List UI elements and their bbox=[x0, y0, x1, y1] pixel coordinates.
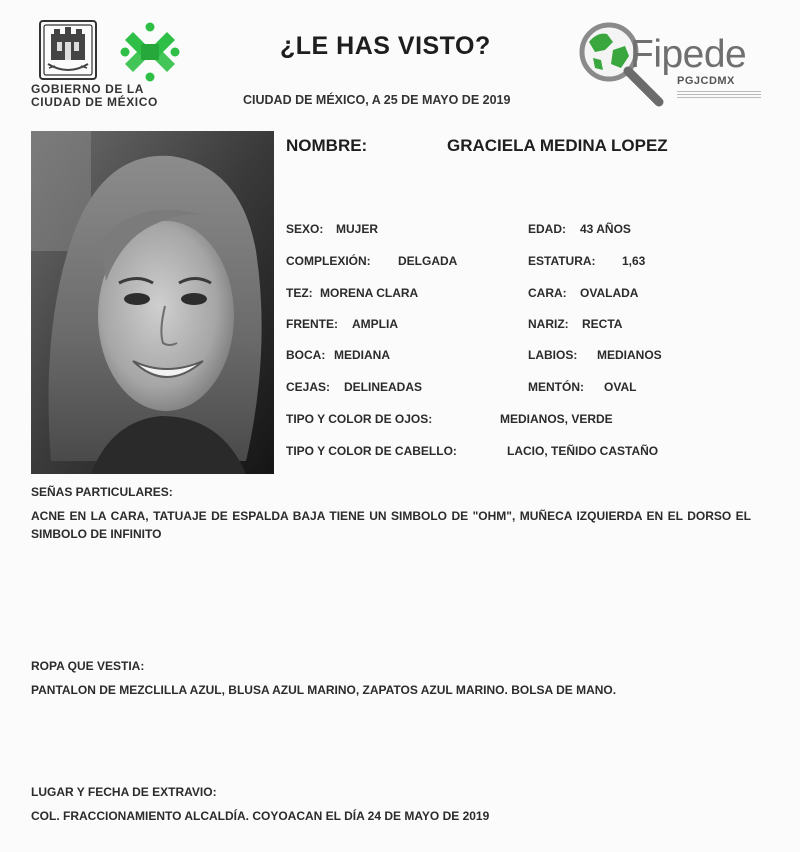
poster-title: ¿LE HAS VISTO? bbox=[280, 32, 491, 60]
nariz-value: RECTA bbox=[582, 317, 623, 331]
cejas-label: CEJAS: bbox=[286, 380, 331, 394]
boca-value: MEDIANA bbox=[334, 348, 390, 362]
fipede-wordmark: Fipede bbox=[630, 33, 747, 76]
cara-value: OVALADA bbox=[580, 286, 639, 300]
frente-label: FRENTE: bbox=[286, 317, 338, 331]
ropa-text: PANTALON DE MEZCLILLA AZUL, BLUSA AZUL MARINO, ZAPATOS AZUL MARINO. BOLSA DE MANO. bbox=[31, 683, 617, 697]
edad-value: 43 AÑOS bbox=[580, 222, 631, 236]
sexo-label: SEXO: bbox=[286, 222, 324, 236]
cara-label: CARA: bbox=[528, 286, 567, 300]
complexion-label: COMPLEXIÓN: bbox=[286, 254, 371, 268]
estatura-label: ESTATURA: bbox=[528, 254, 596, 268]
government-line-1: GOBIERNO DE LA bbox=[31, 82, 145, 96]
menton-label: MENTÓN: bbox=[528, 380, 584, 394]
labios-value: MEDIANOS bbox=[597, 348, 662, 362]
cdmx-flower-logo-icon bbox=[119, 22, 181, 82]
complexion-value: DELGADA bbox=[398, 254, 458, 268]
portrait-image bbox=[31, 131, 274, 474]
labios-label: LABIOS: bbox=[528, 348, 578, 362]
nariz-label: NARIZ: bbox=[528, 317, 569, 331]
government-line-2: CIUDAD DE MÉXICO bbox=[31, 95, 158, 109]
name-label: NOMBRE: bbox=[286, 136, 368, 155]
estatura-value: 1,63 bbox=[622, 254, 646, 268]
lugar-title: LUGAR Y FECHA DE EXTRAVIO: bbox=[31, 785, 217, 799]
edad-label: EDAD: bbox=[528, 222, 566, 236]
ojos-label: TIPO Y COLOR DE OJOS: bbox=[286, 412, 433, 426]
cejas-value: DELINEADAS bbox=[344, 380, 423, 394]
boca-label: BOCA: bbox=[286, 348, 326, 362]
fipede-subtitle: PGJCDMX bbox=[677, 75, 735, 87]
ojos-value: MEDIANOS, VERDE bbox=[500, 412, 613, 426]
cabello-label: TIPO Y COLOR DE CABELLO: bbox=[286, 444, 457, 458]
missing-person-photo bbox=[31, 131, 274, 474]
person-name: GRACIELA MEDINA LOPEZ bbox=[447, 136, 668, 155]
government-logo bbox=[31, 20, 191, 120]
cabello-value: LACIO, TEÑIDO CASTAÑO bbox=[507, 444, 659, 458]
government-name bbox=[31, 83, 158, 109]
fipede-fine-print bbox=[677, 89, 761, 103]
menton-value: OVAL bbox=[604, 380, 637, 394]
lugar-text: COL. FRACCIONAMIENTO ALCALDÍA. COYOACAN EL DÍA 24 DE MAYO DE 2019 bbox=[31, 809, 490, 823]
frente-value: AMPLIA bbox=[352, 317, 398, 331]
senas-title: SEÑAS PARTICULARES: bbox=[31, 485, 173, 499]
ropa-title: ROPA QUE VESTIA: bbox=[31, 659, 145, 673]
sexo-value: MUJER bbox=[336, 222, 379, 236]
coat-of-arms-icon bbox=[39, 20, 97, 80]
senas-text: ACNE EN LA CARA, TATUAJE DE ESPALDA BAJA TIENE UN SIMBOLO DE "OHM", MUÑECA IZQUIERDA EN EL DORSO EL SIMBOLO DE INFINITO bbox=[31, 509, 751, 541]
tez-label: TEZ: bbox=[286, 286, 313, 300]
poster-date: CIUDAD DE MÉXICO, A 25 DE MAYO DE 2019 bbox=[243, 93, 511, 107]
tez-value: MORENA CLARA bbox=[320, 286, 419, 300]
